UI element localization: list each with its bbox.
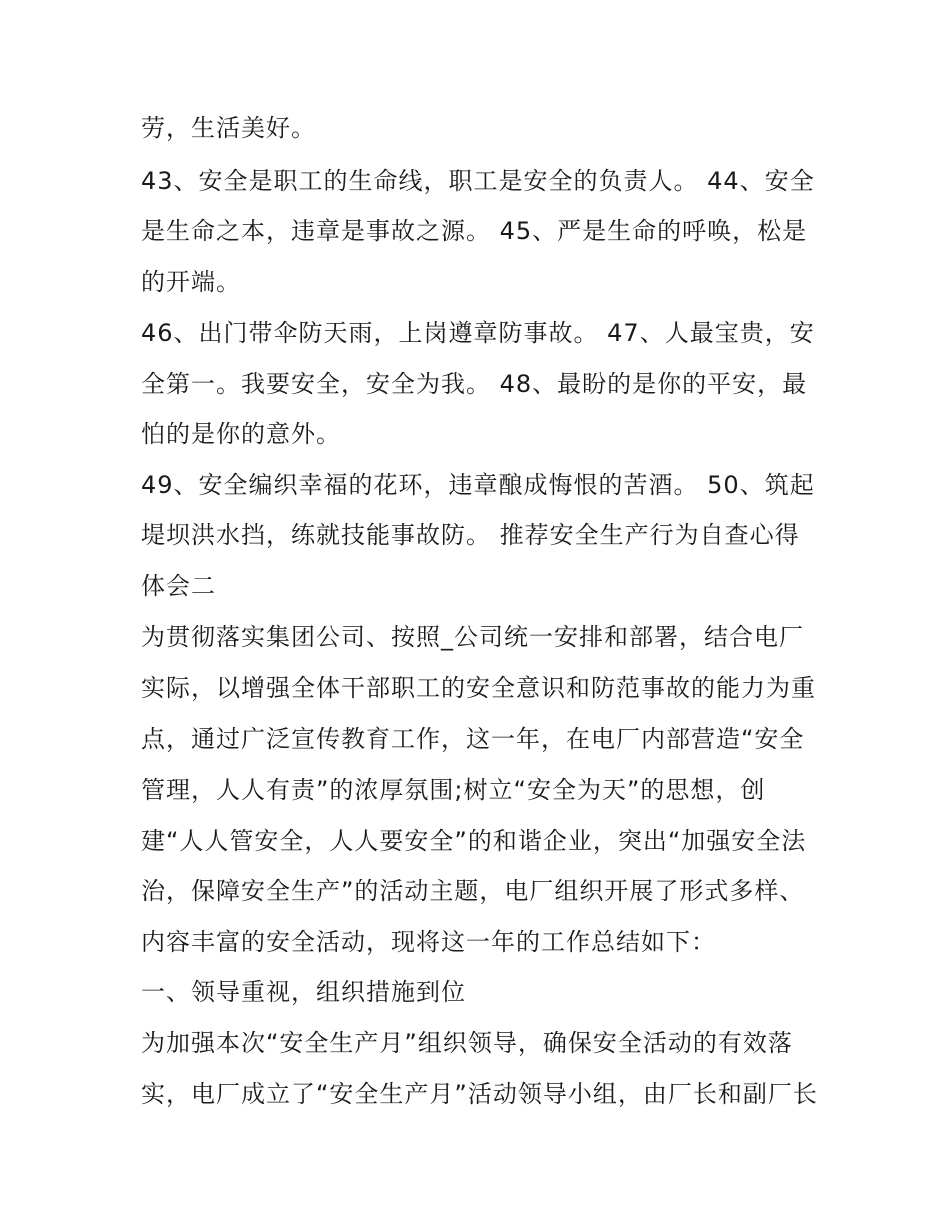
text-line: 内容丰富的安全活动，现将这一年的工作总结如下： [141,928,716,956]
text-line: 体会二 [141,572,216,600]
text-line: 43、安全是职工的生命线，职工是安全的负责人。 44、安全 [141,167,815,195]
text-line: 全第一。我要安全，安全为我。 48、最盼的是你的平安，最 [141,370,808,398]
text-line: 49、安全编织幸福的花环，违章酿成悔恨的苦酒。 50、筑起 [141,471,815,499]
text-line: 的开端。 [141,268,241,296]
text-line: 是生命之本，违章是事故之源。 45、严是生命的呼唤，松是 [141,217,808,245]
text-line: 实，电厂成立了“安全生产月”活动领导小组，由厂长和副厂长 [141,1080,818,1108]
text-line: 堤坝洪水挡，练就技能事故防。 推荐安全生产行为自查心得 [141,521,800,549]
text-line: 实际，以增强全体干部职工的安全意识和防范事故的能力为重 [141,674,816,702]
text-line: 46、出门带伞防天雨，上岗遵章防事故。 47、人最宝贵，安 [141,319,815,347]
text-line: 点，通过广泛宣传教育工作，这一年，在电厂内部营造“安全 [141,725,805,753]
text-line: 劳，生活美好。 [141,114,316,142]
text-line: 建“人人管安全，人人要安全”的和谐企业，突出“加强安全法 [141,827,807,855]
text-line: 怕的是你的意外。 [141,420,341,448]
text-line: 为贯彻落实集团公司、按照_公司统一安排和部署，结合电厂 [141,623,804,651]
text-line: 管理，人人有责”的浓厚氛围;树立“安全为天”的思想，创 [141,776,766,804]
section-heading: 一、领导重视，组织措施到位 [141,978,466,1006]
text-line: 治，保障安全生产”的活动主题，电厂组织开展了形式多样、 [141,877,805,905]
text-line: 为加强本次“安全生产月”组织领导，确保安全活动的有效落 [141,1029,793,1057]
